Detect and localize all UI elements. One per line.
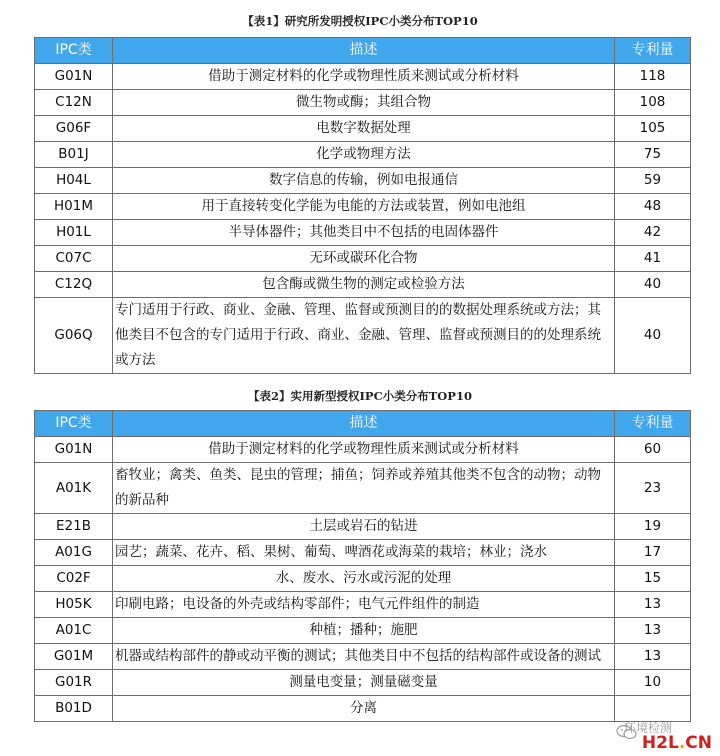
count-cell: 118 [615, 64, 691, 90]
count-cell: 48 [615, 194, 691, 220]
count-cell: 75 [615, 142, 691, 168]
table-row [35, 514, 691, 540]
desc-cell: 水、废水、污水或污泥的处理 [113, 566, 615, 592]
table-row [35, 618, 691, 644]
desc-cell: 土层或岩石的钻进 [113, 514, 615, 540]
table-row [35, 644, 691, 670]
table-row [35, 272, 691, 298]
ipc-cell: A01K [35, 463, 113, 514]
count-cell: 105 [615, 116, 691, 142]
watermark [616, 721, 712, 753]
count-cell: 42 [615, 220, 691, 246]
table2 [34, 410, 691, 722]
count-cell: 13 [615, 618, 691, 644]
count-cell: 60 [615, 437, 691, 463]
count-cell: 13 [615, 644, 691, 670]
header-ipc: IPC类 [35, 411, 113, 437]
count-cell: 40 [615, 298, 691, 374]
ipc-cell: C02F [35, 566, 113, 592]
table-row [35, 194, 691, 220]
header-desc: 描述 [113, 38, 615, 64]
desc-cell: 化学或物理方法 [113, 142, 615, 168]
header-count: 专利量 [615, 411, 691, 437]
table-row [35, 246, 691, 272]
count-cell: 41 [615, 246, 691, 272]
ipc-cell: B01J [35, 142, 113, 168]
desc-cell: 分离 [113, 696, 615, 722]
ipc-cell: H01M [35, 194, 113, 220]
table-row [35, 540, 691, 566]
count-cell: 59 [615, 168, 691, 194]
desc-cell: 半导体器件；其他类目中不包括的电固体器件 [113, 220, 615, 246]
h2l-logo: H2L.CN [641, 733, 712, 753]
desc-cell: 专门适用于行政、商业、金融、管理、监督或预测目的的数据处理系统或方法；其他类目不包含的专门适用于行政、商业、金融、管理、监督或预测目的的处理系统或方法 [113, 298, 615, 374]
table-row [35, 437, 691, 463]
ipc-cell: G01N [35, 64, 113, 90]
desc-cell: 借助于测定材料的化学或物理性质来测试或分析材料 [113, 437, 615, 463]
table-row [35, 463, 691, 514]
table2-caption: 【表2】实用新型授权IPC小类分布TOP10 [248, 389, 472, 403]
desc-cell: 微生物或酶；其组合物 [113, 90, 615, 116]
desc-cell: 畜牧业；禽类、鱼类、昆虫的管理；捕鱼；饲养或养殖其他类不包含的动物；动物的新品种 [113, 463, 615, 514]
desc-cell: 机器或结构部件的静或动平衡的测试；其他类目中不包括的结构部件或设备的测试 [113, 644, 615, 670]
ipc-cell: C07C [35, 246, 113, 272]
ipc-cell: G06Q [35, 298, 113, 374]
count-cell: 40 [615, 272, 691, 298]
table2-header-row [35, 411, 691, 437]
table-row [35, 220, 691, 246]
desc-cell: 电数字数据处理 [113, 116, 615, 142]
desc-cell: 印刷电路；电设备的外壳或结构零部件；电气元件组件的制造 [113, 592, 615, 618]
desc-cell: 园艺；蔬菜、花卉、稻、果树、葡萄、啤酒花或海菜的栽培；林业；浇水 [113, 540, 615, 566]
ipc-cell: B01D [35, 696, 113, 722]
ipc-cell: G06F [35, 116, 113, 142]
table1 [34, 37, 691, 374]
table-row [35, 64, 691, 90]
ipc-cell: G01N [35, 437, 113, 463]
table1-caption: 【表1】研究所发明授权IPC小类分布TOP10 [242, 14, 478, 28]
table-row [35, 116, 691, 142]
ipc-cell: G01M [35, 644, 113, 670]
ipc-cell: C12N [35, 90, 113, 116]
ipc-cell: E21B [35, 514, 113, 540]
desc-cell: 无环或碳环化合物 [113, 246, 615, 272]
desc-cell: 种植；播种；施肥 [113, 618, 615, 644]
count-cell: 108 [615, 90, 691, 116]
desc-cell: 数字信息的传输，例如电报通信 [113, 168, 615, 194]
count-cell [615, 696, 691, 722]
table1-header-row [35, 38, 691, 64]
table-row [35, 168, 691, 194]
ipc-cell: H05K [35, 592, 113, 618]
count-cell: 23 [615, 463, 691, 514]
table-row [35, 298, 691, 374]
desc-cell: 用于直接转变化学能为电能的方法或装置，例如电池组 [113, 194, 615, 220]
header-ipc: IPC类 [35, 38, 113, 64]
desc-cell: 测量电变量；测量磁变量 [113, 670, 615, 696]
table-row [35, 566, 691, 592]
table-row [35, 670, 691, 696]
table-row [35, 142, 691, 168]
table-row [35, 592, 691, 618]
header-count: 专利量 [615, 38, 691, 64]
table-row [35, 90, 691, 116]
ipc-cell: H01L [35, 220, 113, 246]
count-cell: 19 [615, 514, 691, 540]
watermark-text: 环境检测 [623, 721, 672, 735]
table-row [35, 696, 691, 722]
count-cell: 13 [615, 592, 691, 618]
ipc-cell: H04L [35, 168, 113, 194]
count-cell: 15 [615, 566, 691, 592]
ipc-cell: A01G [35, 540, 113, 566]
count-cell: 10 [615, 670, 691, 696]
desc-cell: 借助于测定材料的化学或物理性质来测试或分析材料 [113, 64, 615, 90]
count-cell: 17 [615, 540, 691, 566]
header-desc: 描述 [113, 411, 615, 437]
ipc-cell: C12Q [35, 272, 113, 298]
ipc-cell: A01C [35, 618, 113, 644]
desc-cell: 包含酶或微生物的测定或检验方法 [113, 272, 615, 298]
ipc-cell: G01R [35, 670, 113, 696]
